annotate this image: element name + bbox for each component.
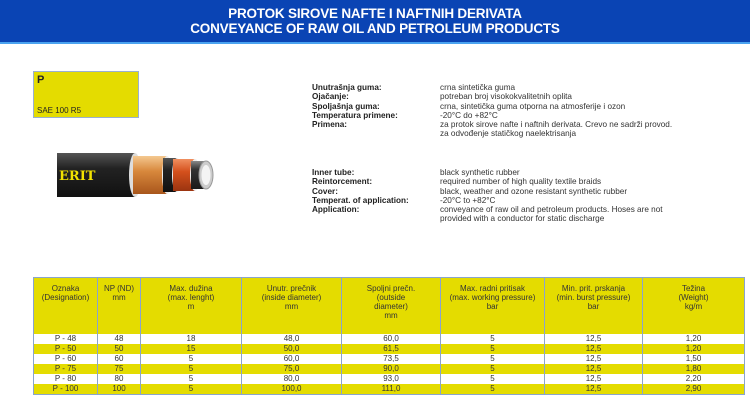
table-row [34,344,745,354]
spec-row [312,214,740,223]
spec-row [312,129,740,138]
table-cell: 60 [98,354,141,364]
spec-row [312,83,740,92]
table-cell: 12,5 [545,364,643,374]
product-code: P [37,74,45,86]
spec-value: provided with a conductor for static discharge [440,214,605,224]
spec-label: Temperatura primene: [312,110,398,120]
spec-label: Primena: [312,120,348,130]
column-header-line: mm [384,311,398,320]
table-cell: 48 [98,334,141,344]
column-header [643,278,745,335]
table-cell: 80 [98,374,141,384]
table-row [34,334,745,344]
spec-value: za odvođenje statičkog naelektrisanja [440,129,577,139]
column-header-line: mm [284,302,299,311]
table-cell: 1,20 [643,334,745,344]
table-cell: P - 48 [34,334,98,344]
column-header-line: (max. lenght) [167,293,215,302]
column-header-line: Max. dužina [169,284,213,293]
spec-row [312,168,740,177]
table-cell: 12,5 [545,334,643,344]
table-cell: 90,0 [342,364,441,374]
table-cell: 75 [98,364,141,374]
spec-row [312,196,740,205]
table-cell: 48,0 [242,334,342,344]
spec-value: potreban broj visokokvalitetnih oplita [440,92,572,102]
spec-value: za protok sirove nafte i naftnih derivata. Crevo ne sadrži provod. [440,120,673,130]
spec-label [312,129,440,138]
spec-row [312,120,740,129]
column-header-line: kg/m [684,302,703,311]
spec-value: required number of high quality textile braids [440,177,602,187]
table-cell: 5 [441,374,545,384]
column-header-line: mm [112,293,126,302]
spec-label: Inner tube: [312,168,355,177]
column-header-line: (min. burst pressure) [556,293,631,302]
specs-english [312,168,740,224]
column-header [242,278,342,335]
spec-label: Unutrašnja guma: [312,83,382,92]
title-banner [0,0,750,44]
hose-spec-table [33,277,745,395]
table-cell: 2,20 [643,374,745,384]
column-header-line: m [187,302,195,311]
table-cell: P - 50 [34,344,98,354]
column-header-line: Oznaka [51,284,80,293]
table-cell: 100,0 [242,384,342,395]
hose-print: ERIT [59,169,96,184]
spec-row [312,177,740,186]
table-cell: 75,0 [242,364,342,374]
column-header-line: Težina [681,284,706,293]
table-cell: 5 [441,344,545,354]
column-header-line: diameter) [374,302,408,311]
table-cell: 5 [441,354,545,364]
spec-value: black synthetic rubber [440,168,520,177]
table-cell: 5 [441,334,545,344]
product-type-box [33,71,139,118]
table-cell: 5 [141,354,242,364]
column-header-line: (max. working pressure) [449,293,536,302]
spec-label: Cover: [312,186,338,196]
hose-cutaway-icon [55,150,215,200]
product-standard: SAE 100 R5 [37,106,82,115]
column-header [34,278,98,335]
table-cell: P - 60 [34,354,98,364]
table-cell: 5 [441,384,545,395]
column-header-line: bar [486,302,499,311]
table-cell: 5 [441,364,545,374]
table-cell: 12,5 [545,384,643,395]
column-header-line: Spoljni prečn. [366,284,416,293]
specs-serbian [312,83,740,139]
spec-row [312,187,740,196]
table-cell: 12,5 [545,344,643,354]
table-cell: 5 [141,364,242,374]
table-cell: 93,0 [342,374,441,384]
column-header-line: bar [587,302,600,311]
table-cell: 61,5 [342,344,441,354]
column-header-line: (Designation) [41,293,90,302]
table-cell: 12,5 [545,374,643,384]
table-row [34,354,745,364]
spec-value: -20°C to +82°C [440,195,496,205]
hose-braid-1 [133,156,167,194]
column-header [441,278,545,335]
title-serbian: PROTOK SIROVE NAFTE I NAFTNIH DERIVATA [228,6,522,21]
spec-row [312,102,740,111]
spec-value: crna, sintetička guma otporna na atmosferije i ozon [440,101,626,111]
table-cell: 1,80 [643,364,745,374]
spec-label: Reintorcement: [312,177,373,187]
table-cell: 60,0 [342,334,441,344]
column-header [98,278,141,335]
column-header-line: NP (ND) [103,284,135,293]
table-cell: 100 [98,384,141,395]
column-header-line: (Weight) [678,293,709,302]
spec-row [312,111,740,120]
table-cell: P - 75 [34,364,98,374]
table-cell: 2,90 [643,384,745,395]
column-header-line: (outside [376,293,406,302]
column-header-line: Unutr. prečnik [266,284,317,293]
table-cell: P - 80 [34,374,98,384]
table-cell: 5 [141,384,242,395]
table-cell: 50 [98,344,141,354]
spec-value: -20°C do +82°C [440,110,498,120]
table-cell: 5 [141,374,242,384]
table-cell: 111,0 [342,384,441,395]
table-cell: 1,50 [643,354,745,364]
column-header [342,278,441,335]
table-cell: 60,0 [242,354,342,364]
table-cell: 80,0 [242,374,342,384]
table-cell: 1,20 [643,344,745,354]
spec-label: Temperat. of application: [312,195,409,205]
spec-value: black, weather and ozone resistant synthetic rubber [440,186,628,196]
column-header-line: Max. radni pritisak [460,284,525,293]
table-row [34,374,745,384]
title-english: CONVEYANCE OF RAW OIL AND PETROLEUM PRODUCTS [190,21,560,36]
spec-label [312,214,440,223]
spec-label: Ojačanje: [312,92,349,102]
table-cell: 50,0 [242,344,342,354]
spec-row [312,205,740,214]
spec-label: Application: [312,205,360,215]
table-header-row [34,278,745,335]
table-cell: 73,5 [342,354,441,364]
spec-label: Spoljašnja guma: [312,101,380,111]
table-row [34,364,745,374]
table-cell: P - 100 [34,384,98,395]
spec-value: conveyance of raw oil and petroleum products. Hoses are not [440,205,663,215]
column-header [141,278,242,335]
spec-row [312,92,740,101]
table-cell: 15 [141,344,242,354]
table-cell: 18 [141,334,242,344]
column-header-line: Min. prit. prskanja [561,284,626,293]
table-row [34,384,745,395]
table-cell: 12,5 [545,354,643,364]
spec-value: crna sintetička guma [440,83,516,92]
column-header [545,278,643,335]
column-header-line: (inside diameter) [261,293,322,302]
